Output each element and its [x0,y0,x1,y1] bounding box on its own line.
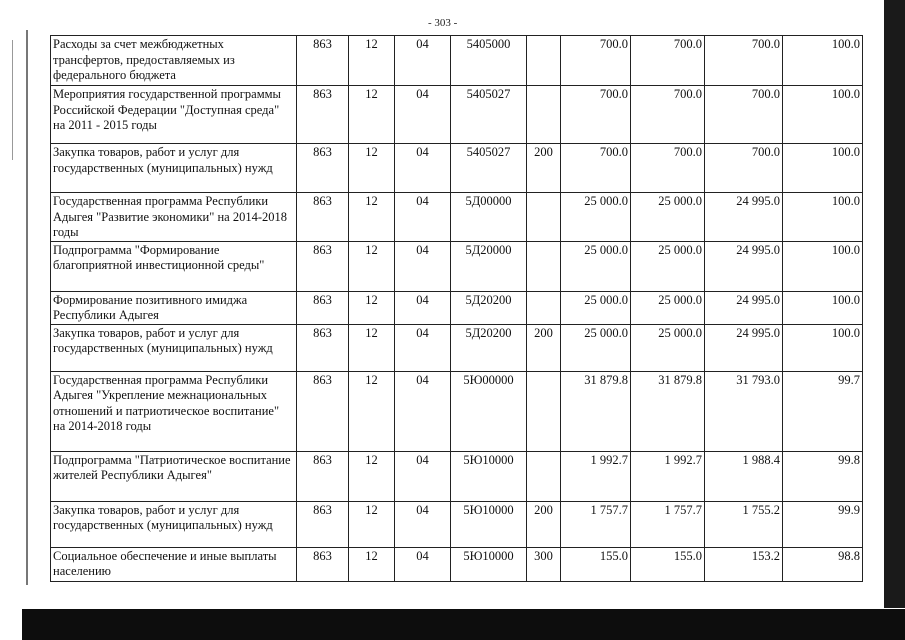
table-row [51,193,863,242]
row-razdel: 12 [349,371,395,451]
scan-edge-bottom [22,609,905,640]
row-revised-amount: 25 000.0 [631,324,705,371]
row-target-article: 5Д20200 [451,324,527,371]
row-name: Подпрограмма "Патриотическое воспитание жителей Республики Адыгея" [51,451,297,501]
row-expense-type [527,371,561,451]
row-razdel: 12 [349,36,395,86]
row-revised-amount: 700.0 [631,36,705,86]
row-podrazdel: 04 [395,547,451,581]
row-expense-type [527,36,561,86]
row-expense-type: 200 [527,501,561,547]
row-target-article: 5Д20200 [451,291,527,324]
row-name: Закупка товаров, работ и услуг для государственных (муниципальных) нужд [51,144,297,193]
row-name: Расходы за счет межбюджетных трансфертов, предоставляемых из федерального бюджета [51,36,297,86]
row-razdel: 12 [349,86,395,144]
table-row [51,241,863,291]
row-percent: 100.0 [783,144,863,193]
row-target-article: 5Ю10000 [451,451,527,501]
row-target-article: 5405027 [451,144,527,193]
row-percent: 99.7 [783,371,863,451]
row-name: Закупка товаров, работ и услуг для государственных (муниципальных) нужд [51,324,297,371]
row-executed-amount: 700.0 [705,144,783,193]
row-vedomstvo: 863 [297,371,349,451]
row-podrazdel: 04 [395,193,451,242]
row-percent: 100.0 [783,36,863,86]
row-revised-amount: 31 879.8 [631,371,705,451]
row-revised-amount: 1 757.7 [631,501,705,547]
row-name: Подпрограмма "Формирование благоприятной инвестиционной среды" [51,241,297,291]
row-executed-amount: 700.0 [705,36,783,86]
row-revised-amount: 25 000.0 [631,241,705,291]
row-executed-amount: 153.2 [705,547,783,581]
row-plan-amount: 700.0 [561,86,631,144]
row-vedomstvo: 863 [297,241,349,291]
row-expense-type [527,241,561,291]
row-vedomstvo: 863 [297,86,349,144]
row-target-article: 5405000 [451,36,527,86]
row-vedomstvo: 863 [297,451,349,501]
row-razdel: 12 [349,193,395,242]
table-row [51,291,863,324]
budget-table [50,35,863,582]
row-expense-type [527,451,561,501]
row-podrazdel: 04 [395,144,451,193]
table-row [51,86,863,144]
row-podrazdel: 04 [395,451,451,501]
row-plan-amount: 155.0 [561,547,631,581]
table-row [51,36,863,86]
row-expense-type [527,193,561,242]
scan-edge-right [884,0,905,608]
scan-margin-line [12,40,13,160]
row-percent: 100.0 [783,324,863,371]
row-podrazdel: 04 [395,241,451,291]
row-plan-amount: 1 757.7 [561,501,631,547]
row-razdel: 12 [349,324,395,371]
table-row [51,451,863,501]
row-revised-amount: 25 000.0 [631,193,705,242]
row-name: Закупка товаров, работ и услуг для государственных (муниципальных) нужд [51,501,297,547]
row-razdel: 12 [349,241,395,291]
row-plan-amount: 25 000.0 [561,291,631,324]
row-vedomstvo: 863 [297,324,349,371]
row-plan-amount: 700.0 [561,36,631,86]
scan-margin-bar [26,30,28,585]
table-row [51,501,863,547]
row-plan-amount: 1 992.7 [561,451,631,501]
row-percent: 100.0 [783,86,863,144]
row-percent: 100.0 [783,291,863,324]
row-podrazdel: 04 [395,36,451,86]
row-target-article: 5Д20000 [451,241,527,291]
row-vedomstvo: 863 [297,36,349,86]
row-executed-amount: 24 995.0 [705,241,783,291]
row-vedomstvo: 863 [297,501,349,547]
row-executed-amount: 31 793.0 [705,371,783,451]
row-podrazdel: 04 [395,86,451,144]
row-percent: 99.8 [783,451,863,501]
row-razdel: 12 [349,547,395,581]
row-executed-amount: 24 995.0 [705,324,783,371]
row-razdel: 12 [349,144,395,193]
row-revised-amount: 25 000.0 [631,291,705,324]
row-podrazdel: 04 [395,371,451,451]
table-row [51,371,863,451]
row-target-article: 5405027 [451,86,527,144]
row-percent: 100.0 [783,241,863,291]
row-podrazdel: 04 [395,291,451,324]
table-row [51,144,863,193]
row-plan-amount: 25 000.0 [561,193,631,242]
table-body [51,36,863,582]
row-name: Социальное обеспечение и иные выплаты населению [51,547,297,581]
row-revised-amount: 700.0 [631,86,705,144]
row-plan-amount: 25 000.0 [561,324,631,371]
row-vedomstvo: 863 [297,193,349,242]
row-vedomstvo: 863 [297,144,349,193]
row-plan-amount: 31 879.8 [561,371,631,451]
row-expense-type: 200 [527,144,561,193]
row-expense-type: 200 [527,324,561,371]
row-percent: 98.8 [783,547,863,581]
row-razdel: 12 [349,291,395,324]
row-executed-amount: 24 995.0 [705,193,783,242]
row-expense-type [527,86,561,144]
row-expense-type [527,291,561,324]
table-row [51,547,863,581]
row-percent: 100.0 [783,193,863,242]
row-podrazdel: 04 [395,501,451,547]
row-vedomstvo: 863 [297,291,349,324]
row-vedomstvo: 863 [297,547,349,581]
row-podrazdel: 04 [395,324,451,371]
row-target-article: 5Ю10000 [451,501,527,547]
row-percent: 99.9 [783,501,863,547]
row-name: Государственная программа Республики Адыгея "Развитие экономики" на 2014-2018 годы [51,193,297,242]
row-executed-amount: 24 995.0 [705,291,783,324]
row-executed-amount: 1 988.4 [705,451,783,501]
row-plan-amount: 25 000.0 [561,241,631,291]
row-target-article: 5Д00000 [451,193,527,242]
row-expense-type: 300 [527,547,561,581]
page-number: - 303 - [428,17,458,29]
row-revised-amount: 700.0 [631,144,705,193]
row-name: Государственная программа Республики Адыгея "Укрепление межнациональных отношений и патриотическое воспитание" на 2014-2018 годы [51,371,297,451]
row-plan-amount: 700.0 [561,144,631,193]
row-name: Мероприятия государственной программы Российской Федерации "Доступная среда" на 2011 - 2015 годы [51,86,297,144]
row-razdel: 12 [349,501,395,547]
table-row [51,324,863,371]
row-executed-amount: 700.0 [705,86,783,144]
row-name: Формирование позитивного имиджа Республики Адыгея [51,291,297,324]
row-revised-amount: 155.0 [631,547,705,581]
row-target-article: 5Ю00000 [451,371,527,451]
row-revised-amount: 1 992.7 [631,451,705,501]
row-razdel: 12 [349,451,395,501]
row-target-article: 5Ю10000 [451,547,527,581]
row-executed-amount: 1 755.2 [705,501,783,547]
